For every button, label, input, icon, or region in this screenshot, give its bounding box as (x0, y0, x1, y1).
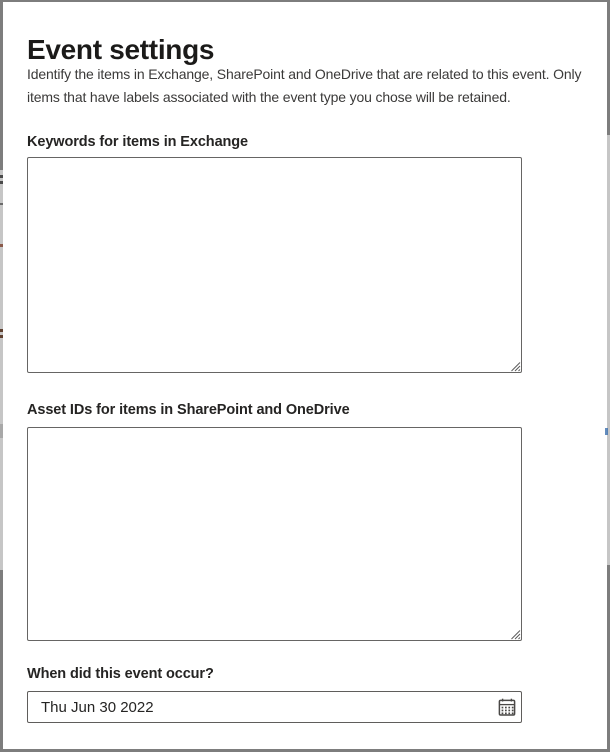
panel-border-left (0, 170, 3, 570)
edge-artifact (0, 175, 3, 178)
keywords-label: Keywords for items in Exchange (27, 134, 249, 150)
panel-border-left (0, 0, 3, 170)
description-line: Identify the items in Exchange, SharePoint and OneDrive that are related to this event. Only (27, 66, 582, 82)
edge-artifact (0, 329, 3, 332)
calendar-icon[interactable] (498, 698, 516, 717)
page-title: Event settings (27, 33, 215, 65)
edge-artifact (0, 181, 3, 184)
asset-ids-field (27, 427, 522, 641)
asset-ids-label: Asset IDs for items in SharePoint and OneDrive (27, 402, 350, 418)
keywords-textarea[interactable] (27, 157, 522, 373)
description-line: items that have labels associated with the event type you chose will be retained. (27, 89, 511, 105)
keywords-field (27, 157, 522, 373)
edge-artifact (0, 424, 3, 438)
asset-ids-textarea[interactable] (27, 427, 522, 641)
resize-grip-icon[interactable] (508, 627, 521, 640)
page-description (27, 63, 581, 109)
event-date-input[interactable] (27, 691, 522, 723)
edge-artifact (605, 428, 608, 435)
event-date-label: When did this event occur? (27, 666, 214, 682)
edge-artifact (0, 244, 3, 247)
edge-artifact (0, 335, 3, 338)
panel-border-top (0, 0, 610, 2)
edge-artifact (0, 203, 3, 205)
event-date-field (27, 691, 522, 723)
panel-border-left (0, 570, 3, 752)
resize-grip-icon[interactable] (508, 359, 521, 372)
